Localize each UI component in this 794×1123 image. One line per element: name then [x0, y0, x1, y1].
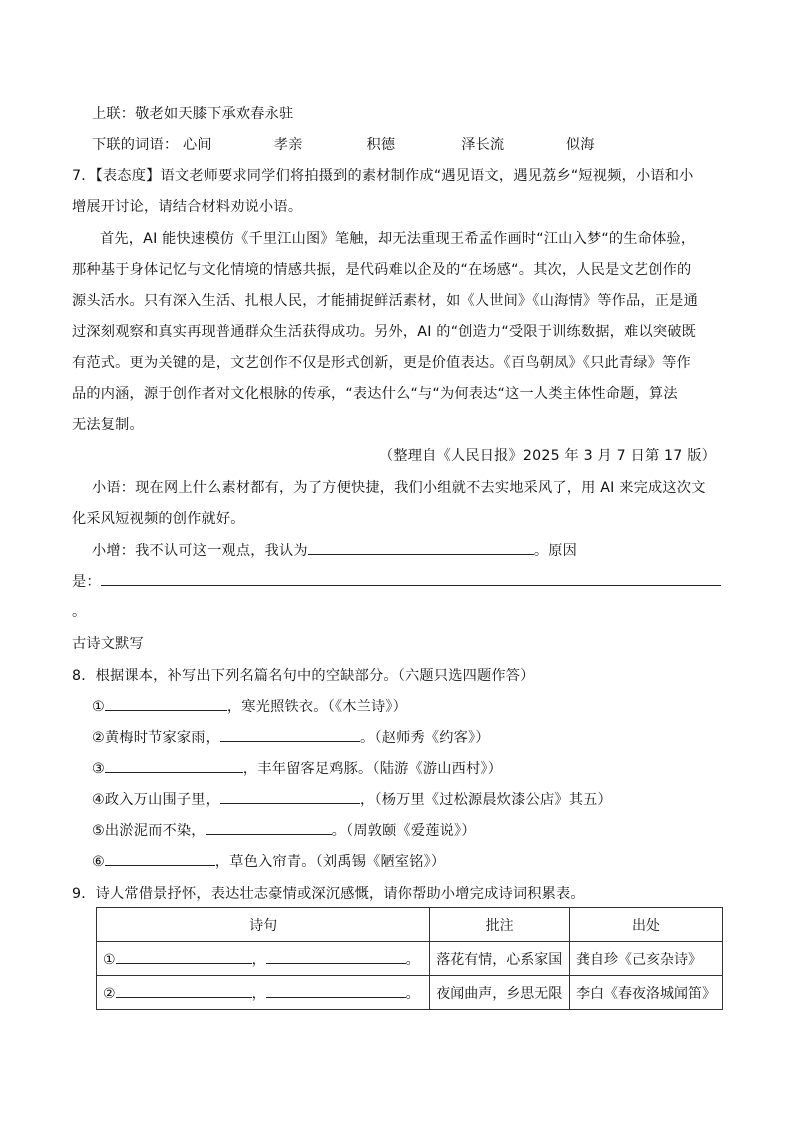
- q7-number: 7．: [72, 168, 96, 184]
- q8-blank[interactable]: [105, 758, 243, 773]
- couplet-lower-row: [92, 134, 595, 154]
- couplet-upper: 上联：敬老如天膝下承欢春永驻: [92, 106, 294, 122]
- note-cell: 落花有情，心系家国: [430, 942, 570, 976]
- xiaoyu-line2: 化采风短视频的创作就好。: [72, 511, 245, 527]
- q8-item: [92, 727, 490, 747]
- q8-heading: 8．根据课本，补写出下列名篇名句中的空缺部分。（六题只选四题作答）: [72, 668, 535, 684]
- poem-line-cell: [97, 976, 430, 1010]
- table-row: [97, 976, 723, 1010]
- period: 。: [405, 985, 420, 1002]
- couplet-lower-label: 下联的词语：: [92, 137, 179, 153]
- couplet-word: 孝亲: [273, 137, 303, 153]
- poem-blank[interactable]: [266, 983, 406, 998]
- passage-line: 那种基于身体记忆与文化情境的情感共振，是代码难以企及的“在场感“。其次，人民是文艺创作的: [72, 262, 692, 278]
- q7-prompt-line2: 增展开讨论，请结合材料劝说小语。: [72, 199, 303, 215]
- table-header-cell: 出处: [569, 908, 722, 942]
- passage-source: （整理自《人民日报》2025 年 3 月 7 日第 17 版）: [379, 448, 716, 464]
- q8-item-post: ，寒光照铁衣。（《木兰诗》）: [226, 699, 408, 715]
- q8-blank[interactable]: [206, 820, 332, 835]
- poem-line-cell: [97, 942, 430, 976]
- q8-item-pre: ⑥: [92, 854, 105, 870]
- q8-item: [92, 851, 445, 871]
- q8-item-post: ，（杨万里《过松源晨炊漆公店》其五）: [360, 792, 612, 808]
- couplet-word: 泽长流: [461, 137, 505, 153]
- xiaozeng-start: 小增：我不认可这一观点，我认为: [92, 543, 308, 559]
- comma: ，: [251, 985, 266, 1002]
- q8-item-pre: ④政入万山围子里，: [92, 792, 221, 808]
- q8-item: [92, 820, 476, 840]
- poem-table: [96, 907, 723, 1010]
- passage-line: 有范式。更为关键的是，文艺创作不仅是形式创新，更是价值表达。《百鸟朝凤》《只此青绿》等作: [72, 355, 691, 371]
- xiaozeng-row: [92, 540, 577, 560]
- passage-line: 无法复制。: [72, 417, 144, 433]
- q8-blank[interactable]: [105, 851, 215, 866]
- reason-row: [72, 571, 721, 591]
- table-row: [97, 942, 723, 976]
- poem-blank[interactable]: [116, 983, 252, 998]
- q8-blank[interactable]: [105, 696, 227, 711]
- q7-prompt-line1: [72, 165, 694, 185]
- q7-tag: 【表态度】: [95, 168, 161, 184]
- section-title: 古诗文默写: [72, 636, 144, 652]
- q8-item-pre: ⑤出淤泥而不染，: [92, 823, 206, 839]
- answer-blank[interactable]: [308, 540, 534, 555]
- q8-item: [92, 789, 612, 809]
- source-cell: 李白《春夜洛城闻笛》: [569, 976, 722, 1010]
- q8-item-pre: ①: [92, 699, 105, 715]
- q8-item-pre: ③: [92, 761, 105, 777]
- table-header-cell: 批注: [430, 908, 570, 942]
- couplet-word: 积德: [366, 137, 396, 153]
- q8-item-pre: ②黄梅时节家家雨，: [92, 730, 221, 746]
- passage-line: 首先，AI 能快速模仿《千里江山图》笔触，却无法重现王希孟作画时“江山入梦“的生命体验，: [100, 231, 696, 247]
- table-header-cell: 诗句: [97, 908, 430, 942]
- q8-item-post: 。（周敦颐《爱莲说》）: [331, 823, 476, 839]
- q8-item: [92, 696, 407, 716]
- row-number: ②: [103, 985, 116, 1002]
- q8-item: [92, 758, 502, 778]
- reason-label: 是：: [72, 574, 101, 590]
- q8-item-post: 。（赵师秀《约客》）: [360, 730, 490, 746]
- q8-item-post: ，草色入帘青。（刘禹锡《陋室铭》）: [214, 854, 446, 870]
- passage-line: 源头活水。只有深入生活、扎根人民，才能捕捉鲜活素材，如《人世间》《山海情》等作品，正是通: [72, 293, 698, 309]
- xiaoyu-line1: 小语：现在网上什么素材都有，为了方便快捷，我们小组就不去实地采风了，用 AI 来完成这次文: [92, 480, 706, 496]
- q8-item-post: ，丰年留客足鸡豚。（陆游《游山西村》）: [242, 761, 503, 777]
- table-header-row: [97, 908, 723, 942]
- passage-line: 品的内涵，源于创作者对文化根脉的传承，“表达什么“与“为何表达“这一人类主体性命题，算法: [72, 386, 678, 402]
- q8-blank[interactable]: [220, 789, 360, 804]
- note-cell: 夜闻曲声，乡思无限: [430, 976, 570, 1010]
- comma: ，: [251, 951, 266, 968]
- poem-blank[interactable]: [266, 949, 406, 964]
- period: 。: [405, 951, 420, 968]
- source-cell: 龚自珍《己亥杂诗》: [569, 942, 722, 976]
- poem-blank[interactable]: [116, 949, 252, 964]
- xiaozeng-end: 。原因: [533, 543, 577, 559]
- q9-heading: 9．诗人常借景抒怀，表达壮志豪情或深沉感慨，请你帮助小增完成诗词积累表。: [72, 886, 585, 902]
- couplet-word: 似海: [565, 137, 595, 153]
- row-number: ①: [103, 951, 116, 968]
- reason-blank[interactable]: [101, 571, 721, 586]
- q7-prompt-text: 语文老师要求同学们将拍摄到的素材制作成“遇见语文，遇见荔乡“短视频，小语和小: [160, 168, 694, 184]
- q8-blank[interactable]: [220, 727, 360, 742]
- passage-line: 过深刻观察和真实再现普通群众生活获得成功。另外，AI 的“创造力“受限于训练数据，难以突破既: [72, 324, 696, 340]
- couplet-word: 心间: [183, 137, 212, 153]
- reason-period: 。: [72, 604, 87, 620]
